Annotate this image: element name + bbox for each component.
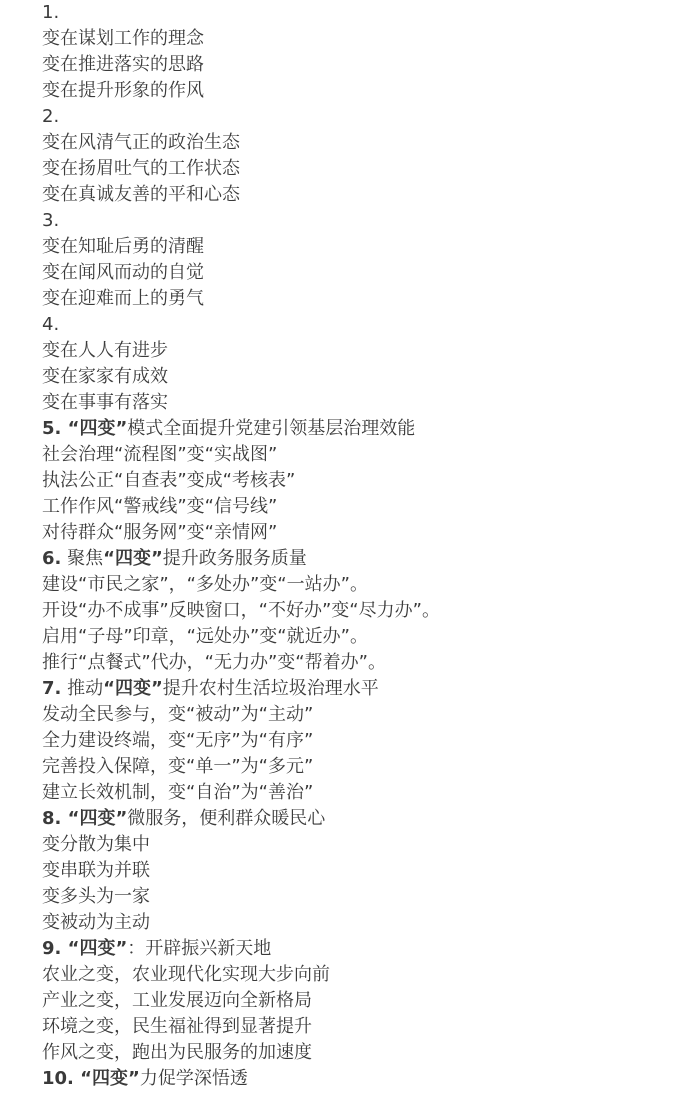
list-item: 完善投入保障，变“单一”为“多元” [42,756,314,777]
list-item: 变在推进落实的思路 [42,54,204,75]
list-item: 社会治理“流程图”变“实战图” [42,444,278,465]
heading-segment: “四变” [103,678,163,699]
list-item: 开设“办不成事”反映窗口，“不好办”变“尽力办”。 [42,600,440,621]
list-item: 变在谋划工作的理念 [42,28,204,49]
list-item: 对待群众“服务网”变“亲情网” [42,522,278,543]
list-item: 变分散为集中 [42,834,150,855]
heading-segment: 9. “四变” [42,938,128,959]
list-item: 变在提升形象的作风 [42,80,204,101]
list-item: 启用“子母”印章，“远处办”变“就近办”。 [42,626,368,647]
list-item: 发动全民参与，变“被动”为“主动” [42,704,314,725]
list-item: 工作作风“警戒线”变“信号线” [42,496,278,517]
section-heading [42,1066,687,1092]
section-heading [42,806,687,832]
list-item: 变在知耻后勇的清醒 [42,236,204,257]
list-item: 变串联为并联 [42,860,150,881]
list-item: 变在人人有进步 [42,340,168,361]
heading-segment: 微服务，便利群众暖民心 [127,808,326,829]
list-item: 作风之变，跑出为民服务的加速度 [42,1042,312,1063]
heading-segment: 10. “四变” [42,1068,140,1089]
list-item: 变在事事有落实 [42,392,168,413]
list-item: 变在迎难而上的勇气 [42,288,204,309]
heading-segment: 2. [42,106,60,127]
list-item: 建设“市民之家”，“多处办”变“一站办”。 [42,574,368,595]
heading-segment: 3. [42,210,60,231]
list-item: 变被动为主动 [42,912,150,933]
list-item: 变在扬眉吐气的工作状态 [42,158,240,179]
heading-segment: 7. [42,678,62,699]
heading-segment: 模式全面提升党建引领基层治理效能 [127,418,416,439]
list-item: 变在家家有成效 [42,366,168,387]
list-item: 变在闻风而动的自觉 [42,262,204,283]
section-heading [42,416,687,442]
section-heading [42,0,687,26]
heading-segment: 提升农村生活垃圾治理水平 [162,678,379,699]
list-item: 变在真诚友善的平和心态 [42,184,240,205]
heading-segment: 提升政务服务质量 [162,548,307,569]
list-item: 执法公正“自查表”变成“考核表” [42,470,296,491]
heading-segment: 聚焦 [61,548,104,569]
section-heading [42,676,687,702]
list-item: 建立长效机制，变“自治”为“善治” [42,782,314,803]
section-heading [42,312,687,338]
section-heading [42,936,687,962]
heading-segment: 6. [42,548,62,569]
list-item: 变在风清气正的政治生态 [42,132,240,153]
list-item: 环境之变，民生福祉得到显著提升 [42,1016,312,1037]
heading-segment: ：开辟振兴新天地 [127,938,272,959]
heading-segment: “四变” [103,548,163,569]
heading-segment: 推动 [61,678,104,699]
heading-segment: 8. “四变” [42,808,128,829]
heading-segment: 1. [42,2,60,23]
heading-segment: 力促学深悟透 [139,1068,248,1089]
document-body [42,0,687,1092]
section-heading [42,546,687,572]
heading-segment: 4. [42,314,60,335]
list-item: 产业之变，工业发展迈向全新格局 [42,990,312,1011]
list-item: 农业之变，农业现代化实现大步向前 [42,964,330,985]
list-item: 变多头为一家 [42,886,150,907]
section-heading [42,208,687,234]
list-item: 全力建设终端，变“无序”为“有序” [42,730,314,751]
heading-segment: 5. “四变” [42,418,128,439]
list-item: 推行“点餐式”代办，“无力办”变“帮着办”。 [42,652,386,673]
section-heading [42,104,687,130]
